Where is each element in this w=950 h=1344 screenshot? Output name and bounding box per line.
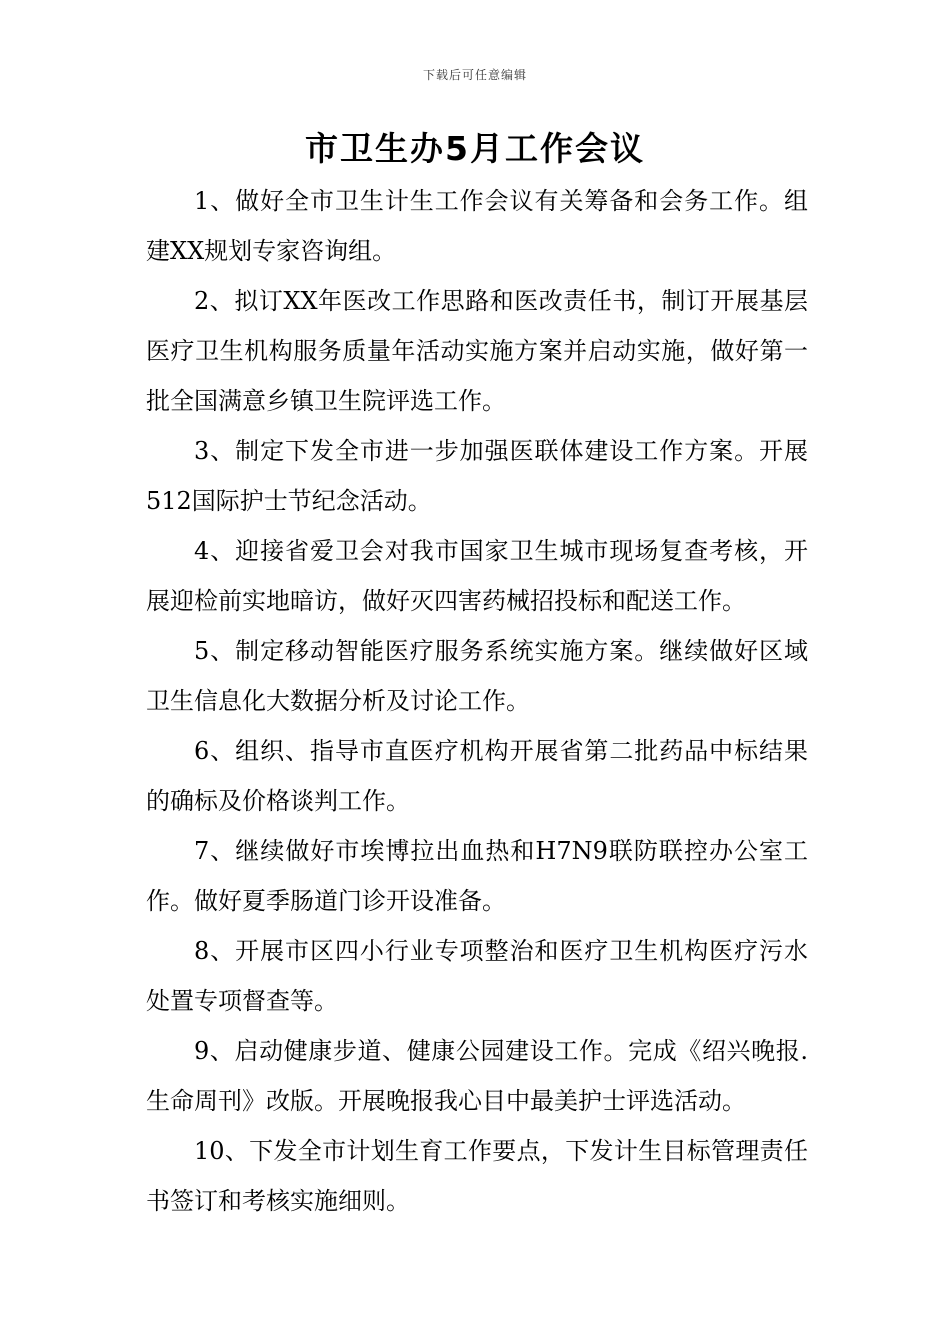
list-item: 6、组织、指导市直医疗机构开展省第二批药品中标结果的确标及价格谈判工作。: [146, 737, 808, 815]
page-title: 市卫生办5月工作会议: [305, 129, 645, 168]
list-item: 8、开展市区四小行业专项整治和医疗卫生机构医疗污水处置专项督查等。: [146, 937, 808, 1015]
list-item: 9、启动健康步道、健康公园建设工作。完成《绍兴晚报.生命周刊》改版。开展晚报我心目中最美护士评选活动。: [146, 1037, 808, 1115]
list-item: 7、继续做好市埃博拉出血热和H7N9联防联控办公室工作。做好夏季肠道门诊开设准备。: [146, 837, 808, 915]
document-body: [146, 176, 808, 1226]
list-item: 4、迎接省爱卫会对我市国家卫生城市现场复查考核，开展迎检前实地暗访，做好灭四害药械招投标和配送工作。: [146, 537, 808, 615]
list-item: 5、制定移动智能医疗服务系统实施方案。继续做好区域卫生信息化大数据分析及讨论工作。: [146, 637, 808, 715]
header-note: 下载后可任意编辑: [422, 68, 527, 82]
list-item: 1、做好全市卫生计生工作会议有关筹备和会务工作。组建XX规划专家咨询组。: [146, 187, 808, 265]
list-item: 10、下发全市计划生育工作要点，下发计生目标管理责任书签订和考核实施细则。: [146, 1137, 808, 1215]
list-item: 2、拟订XX年医改工作思路和医改责任书，制订开展基层医疗卫生机构服务质量年活动实施方案并启动实施，做好第一批全国满意乡镇卫生院评选工作。: [146, 287, 808, 415]
list-item: 3、制定下发全市进一步加强医联体建设工作方案。开展512国际护士节纪念活动。: [146, 437, 808, 515]
